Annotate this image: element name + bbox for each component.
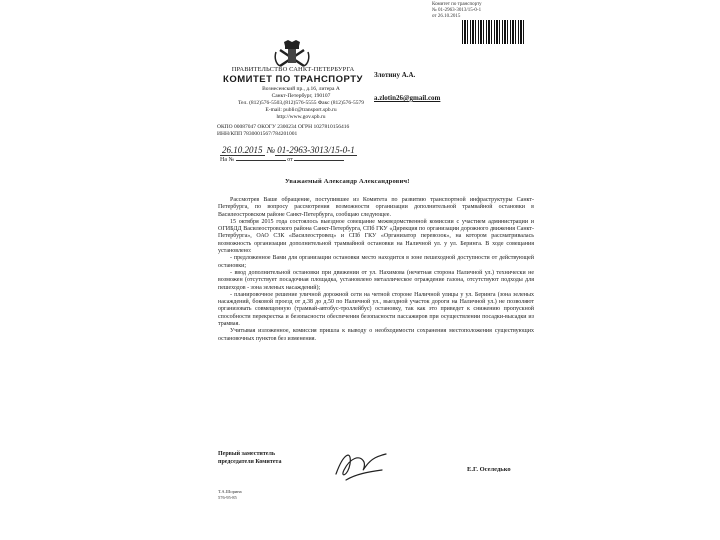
signatory-title-line: председателя Комитета [218,459,282,465]
handwritten-signature [330,444,392,484]
reg-no-prefix: № [266,145,276,155]
codes-block [217,124,377,137]
address-line: E-mail: public@transport.spb.ru [265,107,337,113]
signatory-title [218,450,281,466]
on-from-blank [294,160,344,161]
on-from-label: от [287,157,293,163]
registration-line [220,145,357,155]
government-header: ПРАВИТЕЛЬСТВО САНКТ-ПЕТЕРБУРГА [231,66,355,73]
address-line: Санкт-Петербург, 190107 [271,93,331,99]
codes-line: ОКПО 00087047 ОКОГУ 2300234 ОГРН 1027810156416 [217,124,350,130]
reg-date: 26.10.2015 [222,145,263,155]
body-paragraph: Учитывая изложенное, комиссия пришла к выводу о необходимости сохранения местоположения существующих остановочных пунктов без изменения. [218,328,534,342]
executor-phone: 576-95-85 [218,494,237,500]
on-no-blank [236,160,286,161]
body-paragraph: Рассмотрев Ваше обращение, поступившее из Комитета по развитию транспортной инфраструктуры Санкт-Петербурга, по вопросу рассмотрения возможности организации дополнительной трамвайной остановки в Василеостровском районе Санкт-Петербурга, сообщаю следующее. [218,197,534,218]
address-line: Тел. (812)576-5503,(812)576-5555 Факс (812)576-5579 [238,100,364,106]
signatory-name: Е.Г. Оселедько [467,466,511,473]
body-paragraph: 15 октября 2015 года состоялось выездное совещание межведомственной комиссии с участием администрации и ОГИБДД Василеостровского района Санкт-Петербурга, СПб ГКУ «Дирекция по организации дорожного движения Санкт-Петербурга», ОАО СЗК «Василеостровец» и СПб ГКУ «Организатор перевозок», на котором рассматривалась возможность организации дополнительной трамвайной остановки на Наличной ул. у ул. Беринга. В ходе совещания установлено: [218,218,534,255]
body-paragraph: - ввод дополнительной остановки при движении от ул. Нахимова (нечетная сторона Наличной ул.) технически не возможен (отсутствует посадочная площадка, установлено металлическое ограждение газона, отсутствуют подходы для пешеходов - зона зеленых насаждений); [218,269,534,291]
reply-to-line [220,157,344,163]
body-paragraph: - предложенное Вами для организации остановки место находится в зоне пешеходной доступности от действующей остановки; [218,255,534,269]
codes-line: ИНН/КПП 7830001567/784201001 [217,130,298,137]
recipient-name: Злотину А.А. [374,71,416,79]
body-paragraph: - планировочное решение уличной дорожной сети на четной стороне Наличной улицы у ул. Беринга (зона зеленых насаждений, боковой проезд от д.38 до д.50 по Наличной ул., выездной участок дороги на Наличной ул.) не позволяют организовать совмещенную (трамвай-автобус-троллейбус) остановку, так как это приведет к снижению пропускной способности перекрестка и безопасности обеспечения безопасности пассажиров при осуществлении посадки-высадки из трамвая. [218,291,534,328]
registration-stamp [432,2,547,20]
stamp-line: от 26.10.2015 [432,14,461,19]
signatory-title-line: Первый заместитель [218,451,275,457]
reg-number: 01-2963-3013/15-0-1 [277,145,355,155]
stamp-line: № 01-2963-3013/15-0-1 [432,8,482,13]
stamp-line: Комитет по транспорту [432,2,482,7]
coat-of-arms-icon [272,38,312,68]
executor-name: Т.А.Шорина [218,489,242,494]
recipient-email[interactable]: a.zlotin26@gmail.com [374,94,441,102]
letter-body [218,197,534,343]
address-block [221,86,381,121]
address-line: http://www.gov.spb.ru [276,114,326,120]
on-no-label: На № [220,157,235,163]
address-line: Вознесенский пр., д.16, литера А [262,86,340,92]
barcode-icon [462,20,524,44]
committee-header: КОМИТЕТ ПО ТРАНСПОРТУ [223,74,363,85]
greeting: Уважаемый Александр Александрович! [285,178,410,185]
executor-block [218,489,242,500]
